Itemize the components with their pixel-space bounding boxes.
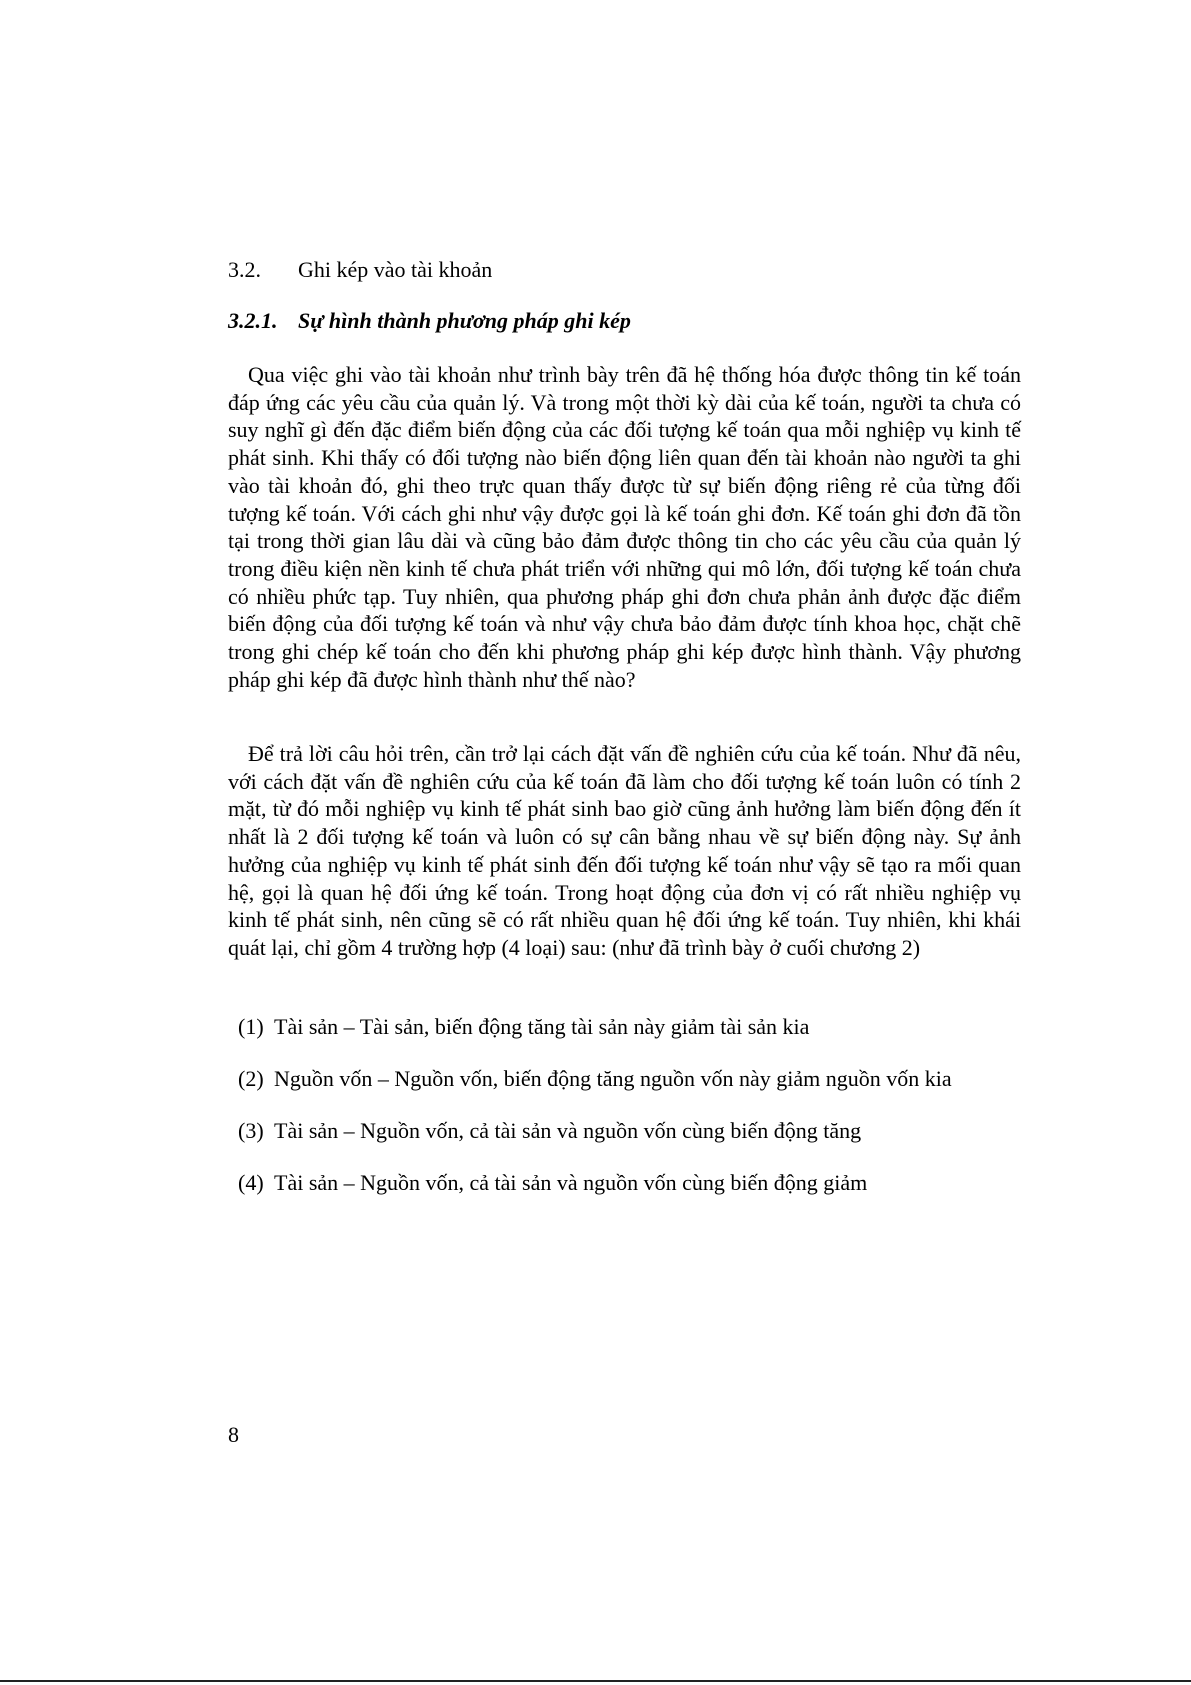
section-title: Ghi kép vào tài khoản — [298, 257, 493, 282]
list-item-text: Tài sản – Tài sản, biến động tăng tài sản này giảm tài sản kia — [274, 1014, 810, 1039]
list-item-marker: (1) — [238, 1014, 264, 1039]
list-item-text: Tài sản – Nguồn vốn, cả tài sản và nguồn vốn cùng biến động giảm — [274, 1170, 868, 1195]
correspondence-cases-list — [238, 1013, 1038, 1221]
list-item-marker: (2) — [238, 1066, 264, 1091]
page-number: 8 — [228, 1422, 239, 1447]
list-item-text: Nguồn vốn – Nguồn vốn, biến động tăng nguồn vốn này giảm nguồn vốn kia — [274, 1066, 952, 1091]
section-number: 3.2. — [228, 257, 261, 282]
footer-divider — [0, 1680, 1191, 1682]
paragraph-single-entry: Qua việc ghi vào tài khoản như trình bày trên đã hệ thống hóa được thông tin kế toán đáp ứng các yêu cầu của quản lý. Và trong một thời kỳ dài của kế toán, người ta chưa có suy nghĩ gì đến đặc điểm biến động của các đối tượng kế toán qua mỗi nghiệp vụ kinh tế phát sinh. Khi thấy có đối tượng nào biến động liên quan đến tài khoản nào người ta ghi vào tài khoản đó, ghi theo trực quan thấy được từ sự biến động riêng rẻ của từng đối tượng kế toán. Với cách ghi như vậy được gọi là kế toán ghi đơn. Kế toán ghi đơn đã tồn tại trong thời gian lâu dài và cũng bảo đảm được thông tin cho các yêu cầu của quản lý trong điều kiện nền kinh tế chưa phát triển với những qui mô lớn, đối tượng kế toán chưa có nhiều phức tạp. Tuy nhiên, qua phương pháp ghi đơn chưa phản ảnh được đặc điểm biến động của đối tượng kế toán và như vậy chưa bảo đảm được tính khoa học, chặt chẽ trong ghi chép kế toán cho đến khi phương pháp ghi kép được hình thành. Vậy phương pháp ghi kép đã được hình thành như thế nào? — [228, 362, 1021, 692]
subsection-number: 3.2.1. — [228, 308, 278, 333]
paragraph-double-entry: Để trả lời câu hỏi trên, cần trở lại cách đặt vấn đề nghiên cứu của kế toán. Như đã nêu, với cách đặt vấn đề nghiên cứu của kế toán đã làm cho đối tượng kế toán luôn có tính 2 mặt, từ đó mỗi nghiệp vụ kinh tế phát sinh bao giờ cũng ảnh hưởng làm biến động đến ít nhất là 2 đối tượng kế toán và luôn có sự cân bằng nhau về sự biến động này. Sự ảnh hưởng của nghiệp vụ kinh tế phát sinh đến đối tượng kế toán như vậy sẽ tạo ra mối quan hệ, gọi là quan hệ đối ứng kế toán. Trong hoạt động của đơn vị có rất nhiều nghiệp vụ kinh tế phát sinh, nên cũng sẽ có rất nhiều quan hệ đối ứng kế toán. Tuy nhiên, khi khái quát lại, chỉ gồm 4 trường hợp (4 loại) sau: (như đã trình bày ở cuối chương 2) — [228, 741, 1021, 960]
list-item — [238, 1169, 1038, 1221]
subsection-title: Sự hình thành phương pháp ghi kép — [298, 308, 631, 333]
list-item-marker: (4) — [238, 1170, 264, 1195]
list-item — [238, 1065, 1038, 1117]
list-item — [238, 1117, 1038, 1169]
list-item — [238, 1013, 1038, 1065]
list-item-marker: (3) — [238, 1118, 264, 1143]
section-heading — [228, 256, 492, 284]
list-item-text: Tài sản – Nguồn vốn, cả tài sản và nguồn vốn cùng biến động tăng — [274, 1118, 862, 1143]
subsection-heading — [228, 307, 631, 335]
